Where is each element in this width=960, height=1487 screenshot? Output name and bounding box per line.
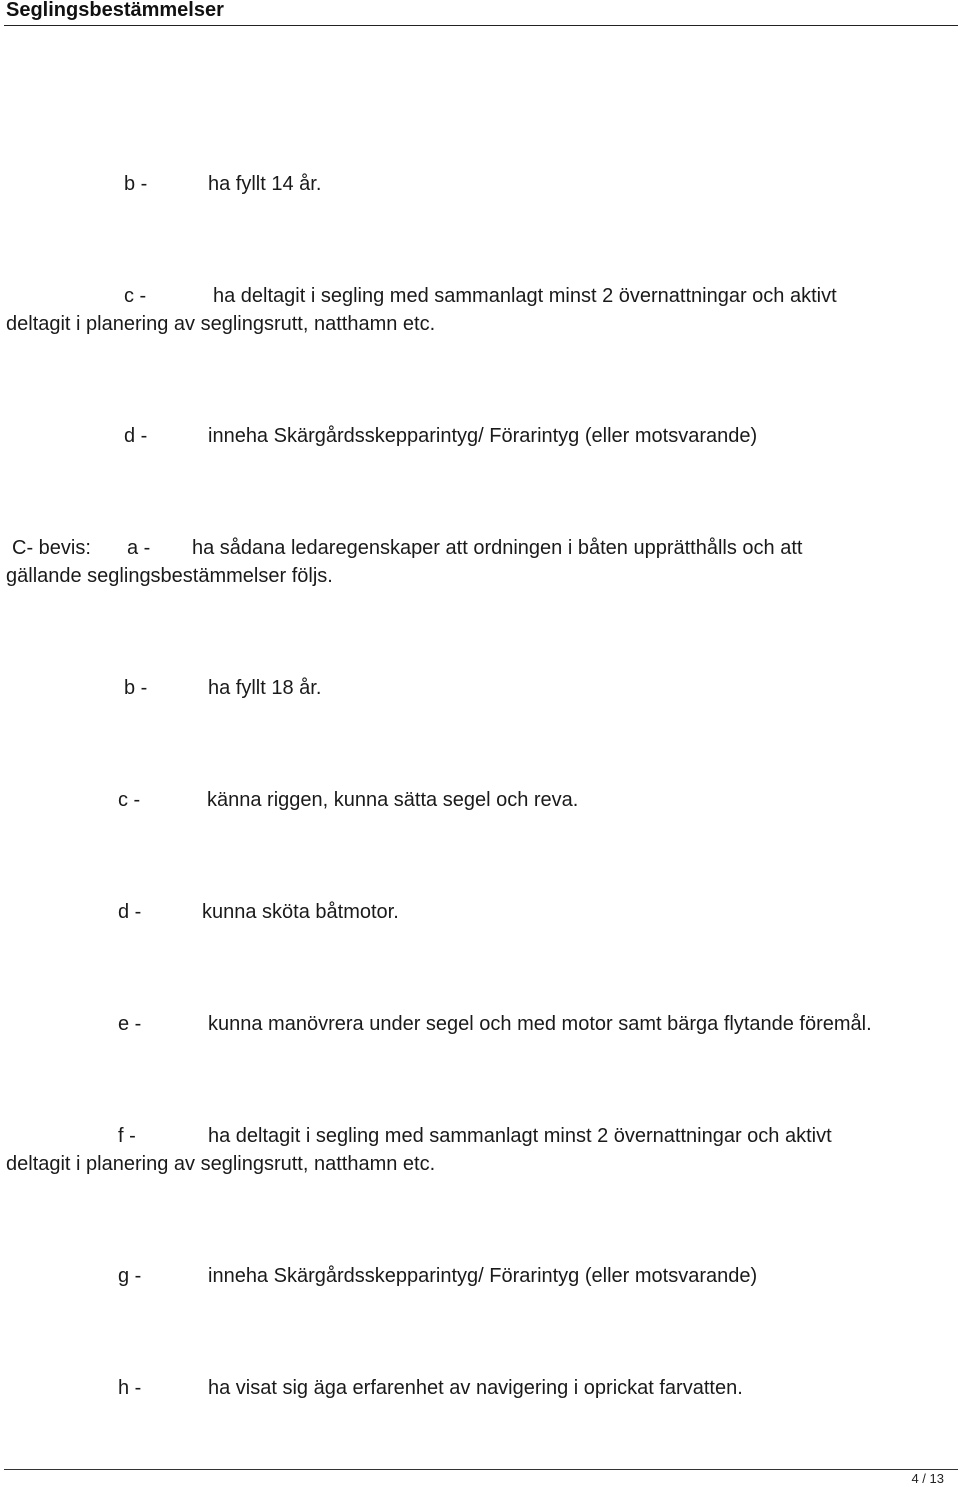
c-bevis-label-d: d - <box>118 901 142 923</box>
c-bevis-text-a: ha sådana ledaregenskaper att ordningen i båten upprätthålls och att <box>192 537 803 559</box>
page-header-title: Seglingsbestämmelser <box>6 0 224 21</box>
item-text-c: ha deltagit i segling med sammanlagt minst 2 övernattningar och aktivt <box>213 285 837 307</box>
item-label-c: c - <box>124 285 147 307</box>
c-bevis-text-e: kunna manövrera under segel och med motor samt bärga flytande föremål. <box>208 1013 872 1035</box>
c-bevis-text-c: känna riggen, kunna sätta segel och reva. <box>207 789 579 811</box>
header-divider <box>4 25 958 26</box>
c-bevis-label-c: c - <box>118 789 141 811</box>
c-bevis-text-g: inneha Skärgårdsskepparintyg/ Förarintyg (eller motsvarande) <box>208 1265 758 1287</box>
item-label-b: b - <box>124 173 148 195</box>
c-bevis-text-a-continuation: gällande seglingsbestämmelser följs. <box>6 565 333 587</box>
c-bevis-label-e: e - <box>118 1013 142 1035</box>
c-bevis-text-f-continuation: deltagit i planering av seglingsrutt, natthamn etc. <box>6 1153 436 1175</box>
page-number: 4 / 13 <box>911 1471 944 1486</box>
c-bevis-label-f: f - <box>118 1125 136 1147</box>
c-bevis-heading: C- bevis: <box>12 537 91 559</box>
c-bevis-text-h: ha visat sig äga erfarenhet av navigering i oprickat farvatten. <box>208 1377 743 1399</box>
footer-divider <box>4 1469 958 1470</box>
c-bevis-text-f: ha deltagit i segling med sammanlagt minst 2 övernattningar och aktivt <box>208 1125 832 1147</box>
c-bevis-text-d: kunna sköta båtmotor. <box>202 901 399 923</box>
c-bevis-label-h: h - <box>118 1377 142 1399</box>
item-text-c-continuation: deltagit i planering av seglingsrutt, natthamn etc. <box>6 313 436 335</box>
item-label-d: d - <box>124 425 148 447</box>
c-bevis-label-a: a - <box>127 537 151 559</box>
c-bevis-label-b: b - <box>124 677 148 699</box>
item-text-d: inneha Skärgårdsskepparintyg/ Förarintyg (eller motsvarande) <box>208 425 758 447</box>
c-bevis-label-g: g - <box>118 1265 142 1287</box>
c-bevis-text-b: ha fyllt 18 år. <box>208 677 322 699</box>
item-text-b: ha fyllt 14 år. <box>208 173 322 195</box>
